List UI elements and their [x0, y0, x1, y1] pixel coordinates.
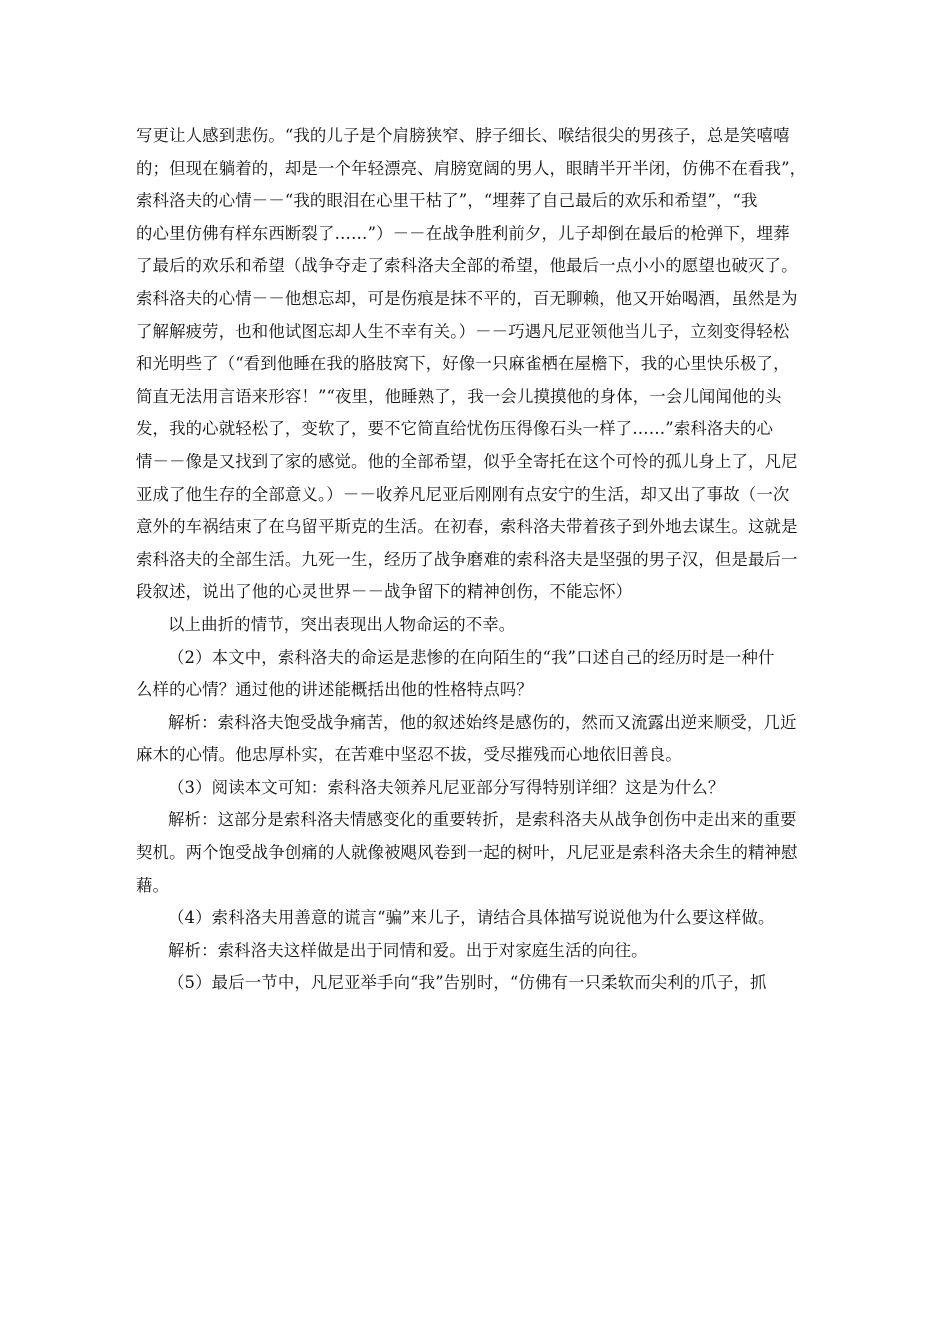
document-page: [136, 120, 820, 1000]
text-line: 的心里仿佛有样东西断裂了……”）－－在战争胜利前夕，儿子却倒在最后的枪弹下，埋葬: [136, 223, 790, 243]
question-5: （5）最后一节中，凡尼亚举手向“我”告别时，“仿佛有一只柔软而尖利的爪子，抓: [168, 973, 767, 993]
text-line: 索科洛夫的全部生活。九死一生，经历了战争磨难的索科洛夫是坚强的男子汉，但是最后一: [136, 549, 798, 569]
text-line: 简直无法用言语来形容！”“夜里，他睡熟了，我一会儿摸摸他的身体，一会儿闻闻他的头: [136, 386, 782, 406]
answer-3: 解析：这部分是索科洛夫情感变化的重要转折，是索科洛夫从战争创伤中走出来的重要: [168, 810, 797, 830]
question-3: （3）阅读本文可知：索科洛夫领养凡尼亚部分写得特别详细？这是为什么？: [168, 777, 725, 797]
question-2: （2）本文中，索科洛夫的命运是悲惨的在向陌生的“我”口述自己的经历时是一种什: [168, 647, 775, 667]
answer-2-cont: 麻木的心情。他忠厚朴实，在苦难中坚忍不拔，受尽摧残而心地依旧善良。: [136, 745, 682, 765]
answer-2: 解析：索科洛夫饱受战争痛苦，他的叙述始终是感伤的，然而又流露出逆来顺受，几近: [168, 712, 797, 732]
text-line: 索科洛夫的心情－－“我的眼泪在心里干枯了”，“埋葬了自己最后的欢乐和希望”，“我: [136, 191, 758, 211]
summary-line: 以上曲折的情节，突出表现出人物命运的不幸。: [168, 614, 516, 634]
text-line: 段叙述，说出了他的心灵世界－－战争留下的精神创伤，不能忘怀）: [136, 582, 633, 602]
text-line: 情－－像是又找到了家的感觉。他的全部希望，似乎全寄托在这个可怜的孤儿身上了，凡尼: [136, 451, 798, 471]
text-line: 意外的车祸结束了在乌留平斯克的生活。在初春，索科洛夫带着孩子到外地去谋生。这就是: [136, 517, 798, 537]
question-4: （4）索科洛夫用善意的谎言“骗”来儿子，请结合具体描写说说他为什么要这样做。: [168, 908, 775, 928]
text-line: 了解解疲劳，也和他试图忘却人生不幸有关。）－－巧遇凡尼亚领他当儿子，立刻变得轻松: [136, 321, 790, 341]
answer-3-cont: 藉。: [136, 875, 170, 895]
text-line: 索科洛夫的心情－－他想忘却，可是伤痕是抹不平的，百无聊赖，他又开始喝酒，虽然是为: [136, 288, 798, 308]
answer-4: 解析：索科洛夫这样做是出于同情和爱。出于对家庭生活的向往。: [168, 940, 648, 960]
text-line: 和光明些了（“看到他睡在我的胳肢窝下，好像一只麻雀栖在屋檐下，我的心里快乐极了，: [136, 354, 790, 374]
text-line: 亚成了他生存的全部意义。）－－收养凡尼亚后刚刚有点安宁的生活，却又出了事故（一次: [136, 484, 790, 504]
text-line: 的；但现在躺着的，却是一个年轻漂亮、肩膀宽阔的男人，眼睛半开半闭，仿佛不在看我”，: [136, 158, 807, 178]
text-line: 发，我的心就轻松了，变软了，要不它简直给忧伤压得像石头一样了……”索科洛夫的心: [136, 419, 774, 439]
text-line: 写更让人感到悲伤。“我的儿子是个肩膀狭窄、脖子细长、喉结很尖的男孩子，总是笑嘻嘻: [136, 126, 790, 145]
question-2-cont: 么样的心情？通过他的讲述能概括出他的性格特点吗？: [136, 680, 533, 700]
answer-3-cont: 契机。两个饱受战争创痛的人就像被飓风卷到一起的树叶，凡尼亚是索科洛夫余生的精神慰: [136, 843, 798, 863]
text-line: 了最后的欢乐和希望（战争夺走了索科洛夫全部的希望，他最后一点小小的愿望也破灭了。: [136, 256, 798, 276]
